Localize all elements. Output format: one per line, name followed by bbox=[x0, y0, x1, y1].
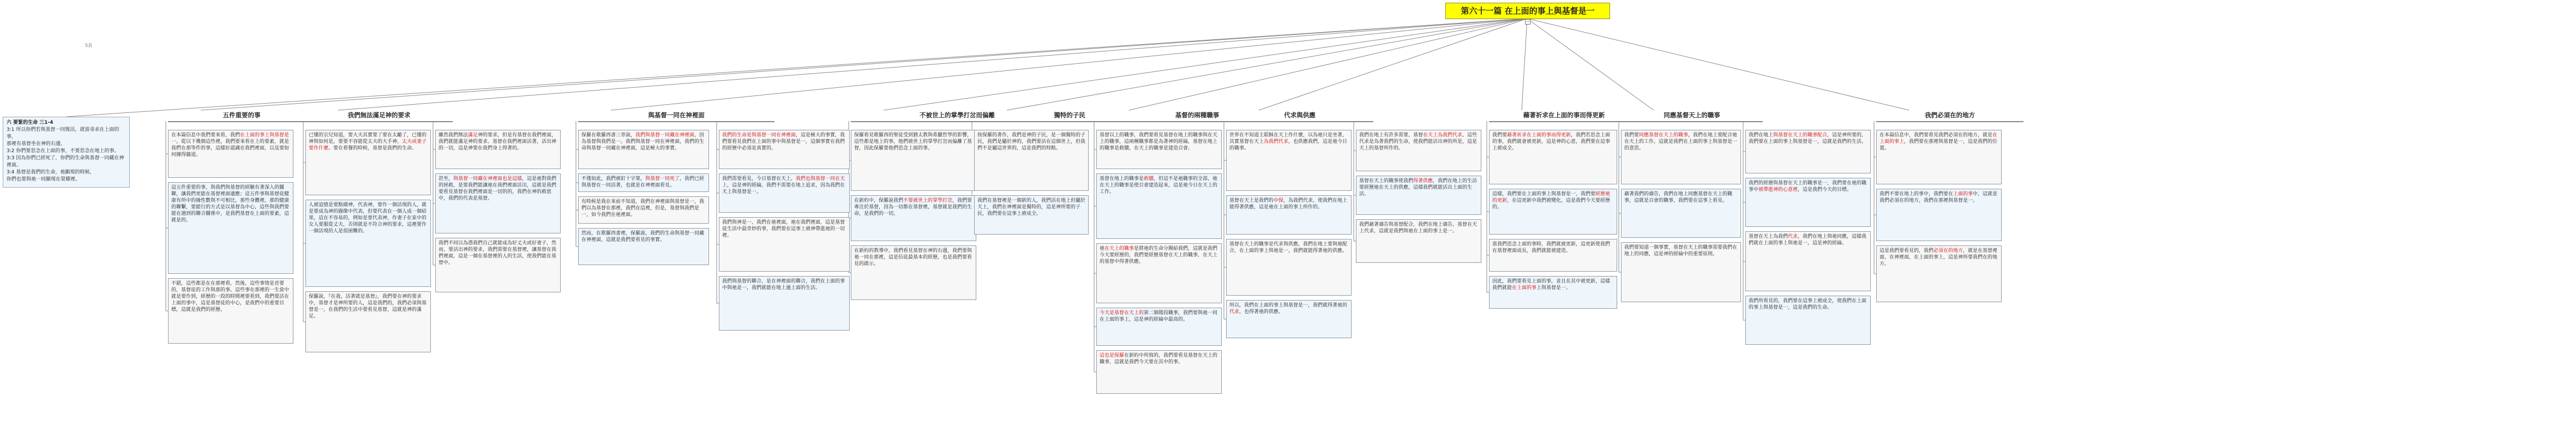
intro-line: 那裡有基督坐在神的右邊。 bbox=[7, 141, 66, 147]
highlight-text: 在上面的事上 bbox=[1880, 133, 1998, 145]
topic-box[interactable]: 基督以上的職事，我們要看見基督在地上的職事與在天上的職事，這兩種職事都是為著神的經綸，基督在地上的職事是救贖，在天上的職事是建造召會。 bbox=[1096, 130, 1222, 169]
topic-box[interactable]: 我們與神是一，我們在祂裡面，祂在我們裡面，這是基督徒生活中最奇妙的事，我們要在這事上被神帶進祂的一切裡。 bbox=[719, 217, 850, 272]
topic-box[interactable]: 基督在天上為我們代求，我們在地上與祂同應，這樣我們就在上面的事上與祂是一，這是神的經綸。 bbox=[1745, 231, 1871, 291]
topic-box[interactable]: 這五件重要的事，與我們與基督的經驗有著深入的關聯，讓我們更能在基督裡面適應；這五件事與基督徒健康有所中的緣性數與不可相比，那些身體裡，那的健康的聯繫，要能行的方式是以基督為中心，這些與我們要能在遇到的聯合關係中，是我們基督在上面的要素，這就是的。 bbox=[168, 182, 293, 274]
highlight-text: 與基督一同死了 bbox=[645, 176, 680, 182]
topic-box[interactable]: 我們在基督裡是一個新的人，我們活在地上但屬於天上，我們在神裡面是獨特的，這是神所要的子民，我們要在這事上被成全。 bbox=[974, 195, 1089, 235]
topic-box[interactable]: 基督在天上是我們的中保，為我們代求，使我們在地上能得著供應，這是祂在上面的事上所作的。 bbox=[1226, 195, 1352, 235]
topic-box[interactable]: 我們不同以為憑我們自己就能成為好丈夫或好妻子，然而，要活出神的要求，我們需要在基督裡，讓基督在我們裡面，這是一個在基督裡的人的生活，使我們能在基督中。 bbox=[435, 238, 561, 292]
highlight-text: 不要被世上的掌學打岔 bbox=[903, 198, 953, 203]
highlight-text: 與基督在天上的職事配合 bbox=[1773, 133, 1828, 138]
topic-box[interactable]: 這樣，我們要在上面的事上與基督是一，我們要經歷祂的更新，在這更新中我們被變化，這是我們今天要經歷的。 bbox=[1489, 189, 1617, 235]
collapse-icon[interactable]: − bbox=[1526, 19, 1530, 24]
topic-box[interactable]: 我們的經歷與基督在天上的職事是一，我們要在祂的職事中被帶進神的心意裡，這是我們今天的目標。 bbox=[1745, 178, 1871, 227]
topic-box[interactable]: 我們的生命是與基督一同在神裡面，這是極大的事實，我們要看見我們在上面的事中與基督是一，這個事實在我們的經歷中必須是真實的。 bbox=[719, 130, 850, 169]
topic-box[interactable]: 保羅說，『在我，活著就是基督』，我們要在神的要求中，基督才是神所要的人，這是我們的，我們必須與基督是一，在我們的生活中要看見基督，這就是神的滿足。 bbox=[305, 291, 431, 352]
intro-line: 3:2 你們要思念在上面的事，不要思念在地上的事。 bbox=[7, 148, 119, 154]
topic-box[interactable]: 按保羅的著作，我們是神的子民，是一個獨特的子民，我們是屬於神的，我們要活在這個世上，但我們不是屬這世界的，這是我們的特點。 bbox=[974, 130, 1089, 191]
topic-box[interactable]: 不錯，這些都是在在那裡看，然後，這些事情是首要的，基督徒的工作與那的事。這些事在那裡的一生當中就是要作到，經歷的一段的時間裡要看到，我們要活在上面的事中，這是基督徒的中心，是我們中的重要目標，這就是我們的經歷。 bbox=[168, 278, 293, 344]
highlight-text: 今天是基督在天上的 bbox=[1100, 310, 1144, 316]
intro-heading: 六 要緊的生命 三1-4 bbox=[7, 120, 53, 125]
highlight-text: 上面的事 bbox=[1953, 191, 1973, 197]
topic-box[interactable]: 人被追憶是要點綴神，代表神，要作一個活現的人，就是要成為神的圖像中代表，但要代表在一個人成一個結果，這在不容易的，例如是要代表神，作妻子在家中的女人要服從丈夫，否則就是不符合神的要求，這裡要作一個活現的人是很困難的。 bbox=[305, 200, 431, 287]
branch-heading[interactable]: 五件重要的事 bbox=[168, 110, 315, 122]
connector-line bbox=[1527, 19, 1654, 110]
topic-box[interactable]: 不僅如此，我們被釘十字架，與基督一同死了，我們已經與基督在一同活著，也就是在神裡面看見。 bbox=[578, 173, 709, 192]
connector-line bbox=[1259, 19, 1527, 110]
topic-box[interactable]: 有時候是我在來前不知道，我們在神裡面與基督是一，我們以為基督在那裡，我們在這裡，但是，基督與我們是一，如今我們在祂裡面。 bbox=[578, 196, 709, 224]
intro-line: 3:3 因為你們已經死了，你們的生命與基督一同藏在神裡面。 bbox=[7, 155, 124, 168]
intro-line: 3:1 所以你們若與基督一同復活，就當尋求在上面的事， bbox=[7, 127, 119, 140]
topic-box[interactable]: 我們要藉著祈求在上面的事而得更新，我們若思念上面的事，我們就會被更新，這是神的心意，我們要在這事上被成全。 bbox=[1489, 130, 1617, 184]
topic-box[interactable]: 保羅在歌羅西書三章說，我們與基督一同藏在神裡面，因為基督與我們是一。我們與基督一同在神裡面，我們的生命與基督一同藏在神裡面，這是極大的事實。 bbox=[578, 130, 709, 169]
intro-line: 你們也要與祂一同顯現在榮耀裡。 bbox=[7, 177, 81, 182]
highlight-text: 中保 bbox=[1274, 198, 1284, 203]
connector-line bbox=[1527, 19, 1909, 110]
branch-heading[interactable]: 藉著祈求在上面的事而得更新 bbox=[1489, 110, 1639, 122]
topic-box[interactable]: 當我們思念上面的事時，我們就被更新，這更新使我們在基督裡面成長，我們就能被建造。 bbox=[1489, 239, 1617, 272]
branch-heading[interactable]: 與基督一同在神裡面 bbox=[578, 110, 774, 122]
topic-box[interactable]: 基督在天上的職事使我們得著供應，我們在地上的生活要經歷祂在天上的供應，這樣我們就能活出上面的生活。 bbox=[1356, 176, 1481, 215]
branch-heading[interactable]: 基督的兩種職事 bbox=[1096, 110, 1298, 122]
branch-heading[interactable]: 我們無法滿足神的要求 bbox=[305, 110, 453, 122]
highlight-text: 藉著祈求在上面的事而得更新 bbox=[1507, 133, 1571, 138]
topic-box[interactable]: 在新約中，保羅說我們不要被世上的掌學打岔，我們要專注於基督，因為一切都在基督裡，基督就是我們的生命，是我們的一切。 bbox=[851, 195, 976, 241]
topic-box[interactable]: 基督在地上的職事是救贖，但這不是祂職事的全部，祂在天上的職事是使召會建造起來，這是祂今日在天上的工作。 bbox=[1096, 173, 1222, 239]
intro-line: 3:4 基督是我們的生命，祂顯現的時候， bbox=[7, 170, 95, 175]
branch-heading[interactable]: 同應基督天上的職事 bbox=[1621, 110, 1763, 122]
branch-heading[interactable]: 不被世上的掌學打岔而偏離 bbox=[851, 110, 1064, 122]
highlight-text: 同應基督在天上的職事 bbox=[1639, 133, 1689, 138]
topic-box[interactable]: 在本篇信息中，我們要看見我們必須在的地方，就是在上面的事上，我們要在那裡與基督是一，這是我們的位置。 bbox=[1876, 130, 2002, 184]
highlight-text: 經歷祂的更新 bbox=[1492, 191, 1611, 203]
highlight-text: 這也是保羅 bbox=[1100, 353, 1125, 358]
topic-box[interactable]: 基督在天上的職事是代求與供應，我們在地上要與祂配合，在上面的事上與祂是一，我們就能得著祂的供應。 bbox=[1226, 239, 1352, 296]
topic-box[interactable]: 藉著我們的禱告，我們在地上同應基督在天上的職事，這就是召會的職事，我們要在這事上看見。 bbox=[1621, 189, 1741, 238]
topic-box[interactable]: 我們在地上有許多需要，基督在天上為我們代求，這些代求是為著我們的生命，使我們能活出神的所是，這是天上的基督所作的。 bbox=[1356, 130, 1481, 171]
topic-box[interactable]: 我們需要看見，今日基督在天上，我們也與基督一同在天上，這是神的經綸，我們不需要在地上追求，因為我們在天上與基督是一。 bbox=[719, 173, 850, 213]
topic-box[interactable]: 我們要知道一個事實，基督在天上的職事需要我們在地上的同應，這是神的經綸中的重要原則。 bbox=[1621, 242, 1741, 302]
highlight-text: 在上面的事上與基督是一 bbox=[171, 133, 290, 145]
branch-heading[interactable]: 獨特的子民 bbox=[974, 110, 1165, 122]
root-topic[interactable]: 第六十一篇 在上面的事上與基督是一 bbox=[1445, 3, 1610, 19]
branch-heading[interactable]: 我們必須在的地方 bbox=[1876, 110, 2023, 122]
highlight-text: 必須在的地方 bbox=[1933, 248, 1963, 254]
highlight-text: 我們與基督一同藏在神裡面 bbox=[635, 133, 695, 138]
connector-line bbox=[884, 19, 1527, 110]
topic-box[interactable]: 甚至，與基督一同藏在神裡面也是這樣，這是祂對我們的拯救，是要我們能讓祂在我們裡面活出，這就是我們要看見基督在我們裡面是一切的的，我們在神的救恩中，我們的代表是基督。 bbox=[435, 173, 561, 233]
connector-line bbox=[611, 19, 1527, 110]
topic-box[interactable]: 這是我們要看見的，我們必須在的地方，就是在基督裡面，在神裡面，在上面的事上，這是神所要我們在的地方。 bbox=[1876, 245, 2002, 302]
topic-box[interactable]: 我們藉著禱告與基督配合，我們在地上禱告，基督在天上代求，這就是我們與祂在上面的事上是一。 bbox=[1356, 219, 1481, 263]
topic-box[interactable]: 在本篇信息中我們要來看，我們在上面的事上與基督是一。從以下幾個這些裡，我們要來看在上的要素，就是我們在那等件的事，這樣好認識在我們裡面，以及要如何據得牆道。 bbox=[168, 130, 293, 178]
highlight-text: 在天上的職事 bbox=[1104, 246, 1134, 251]
highlight-text: 在天上為我們代求 bbox=[1423, 133, 1463, 138]
topic-box[interactable]: 我們要同應基督在天上的職事，我們在地上要配合祂在天上的工作，這就是我們在上面的事上與基督是一的意思。 bbox=[1621, 130, 1741, 184]
highlight-text: 被帶進神的心意裡 bbox=[1758, 187, 1798, 193]
topic-box[interactable]: 這也是保羅在新約中所寫的，我們要看見基督在天上的職事，這就是我們今天要在其中的事。 bbox=[1096, 350, 1222, 394]
topic-box[interactable]: 所以，我們在上面的事上與基督是一，我們就得著祂的代求，也得著祂的供應。 bbox=[1226, 300, 1352, 338]
connector-line bbox=[67, 19, 1527, 117]
highlight-text: 在上面的事 bbox=[1512, 285, 1537, 291]
intro-topic[interactable] bbox=[3, 117, 130, 188]
topic-box[interactable]: 因此，我們要看見上面的事，並且在其中被更新，這樣我們就能在上面的事上與基督是一。 bbox=[1489, 276, 1617, 309]
topic-box[interactable]: 然而，在歌羅西書裡，保羅說，我們的生命與基督一同藏在神裡面，這就是我們要看見的事實。 bbox=[578, 228, 709, 265]
topic-box[interactable]: 雖然我們無法滿足神的要求，但是有基督在我們裡面，我們就能滿足神的要求。基督在我們裡面活著，活出神的一切，這是神要在我們身上得著的。 bbox=[435, 130, 561, 169]
topic-box[interactable]: 今天是基督在天上的第二個階段職事，我們要與祂一同在上面的事上，這是神的經綸中最高的。 bbox=[1096, 308, 1222, 346]
topic-box[interactable]: 世界在不知道主耶穌在天上作什麼，以為祂只是坐著，其實基督在天上為我們代求，也供應我們，這是祂今日的職事。 bbox=[1226, 130, 1352, 191]
topic-box[interactable]: 已懂的宗兒知道，要大夫其實要了要在太勵了，已懂的神與如何是，要要不容能從太夫的大手神。太夫或妻子要作什麼。要在看餐的時候，基督是我們的生命。 bbox=[305, 130, 431, 195]
highlight-text: 與基督一同藏在神裡面也是這樣 bbox=[453, 176, 523, 182]
topic-box[interactable]: 在新約的教導中，我們看見基督在神的右邊，我們要與祂一同在那裡，這是信徒最基本的經歷，也是我們要看見的啟示。 bbox=[851, 245, 976, 300]
topic-box[interactable]: 保羅看見歌羅西的聖徒受到猶太教與希臘哲學的影響，這些都是地上的事，他們被世上的掌學打岔而偏離了基督，因此保羅要他們思念上面的事。 bbox=[851, 130, 976, 191]
topic-box[interactable]: 我們不要在地上的事中，我們要在上面的事中，這就是我們必須在的地方，我們在那裡與基督是一。 bbox=[1876, 189, 2002, 241]
topic-box[interactable]: 祂在天上的職事是將祂的生命分賜給我們，這就是我們今天要經歷的，我們要經歷基督在天上的職事，在天上的基督中得著供應。 bbox=[1096, 243, 1222, 303]
connector-line bbox=[1522, 19, 1527, 110]
highlight-text: 滿足 bbox=[468, 133, 478, 138]
highlight-text: 我們也與基督一同在天上 bbox=[722, 176, 845, 188]
connector-line bbox=[338, 19, 1527, 110]
tiny-label: 5頁 bbox=[85, 43, 93, 48]
highlight-text: 代求 bbox=[1229, 309, 1240, 315]
highlight-text: 太夫或妻子要作什麼 bbox=[309, 139, 427, 151]
connector-line bbox=[1007, 19, 1527, 110]
highlight-text: 為我們代求 bbox=[1264, 139, 1289, 145]
topic-box[interactable]: 我們在地上與基督在天上的職事配合，這是神所要的，我們要在上面的事上與基督是一，這就是我們的生活。 bbox=[1745, 130, 1871, 173]
highlight-text: 我們的生命是與基督一同在神裡面 bbox=[722, 133, 796, 138]
branch-heading[interactable]: 代求與供應 bbox=[1226, 110, 1373, 122]
topic-box[interactable]: 我們與基督的聯合，是在神裡面的聯合，我們在上面的事中與祂是一，我們就能在地上過上面的生活。 bbox=[719, 276, 850, 331]
highlight-text: 救贖 bbox=[1144, 176, 1154, 182]
topic-box[interactable]: 我們所看見的，我們要在這事上被成全，使我們在上面的事上與基督是一，這是我們的生命。 bbox=[1745, 296, 1871, 345]
highlight-text: 代求 bbox=[1788, 234, 1798, 239]
highlight-text: 得著供應 bbox=[1413, 178, 1433, 184]
